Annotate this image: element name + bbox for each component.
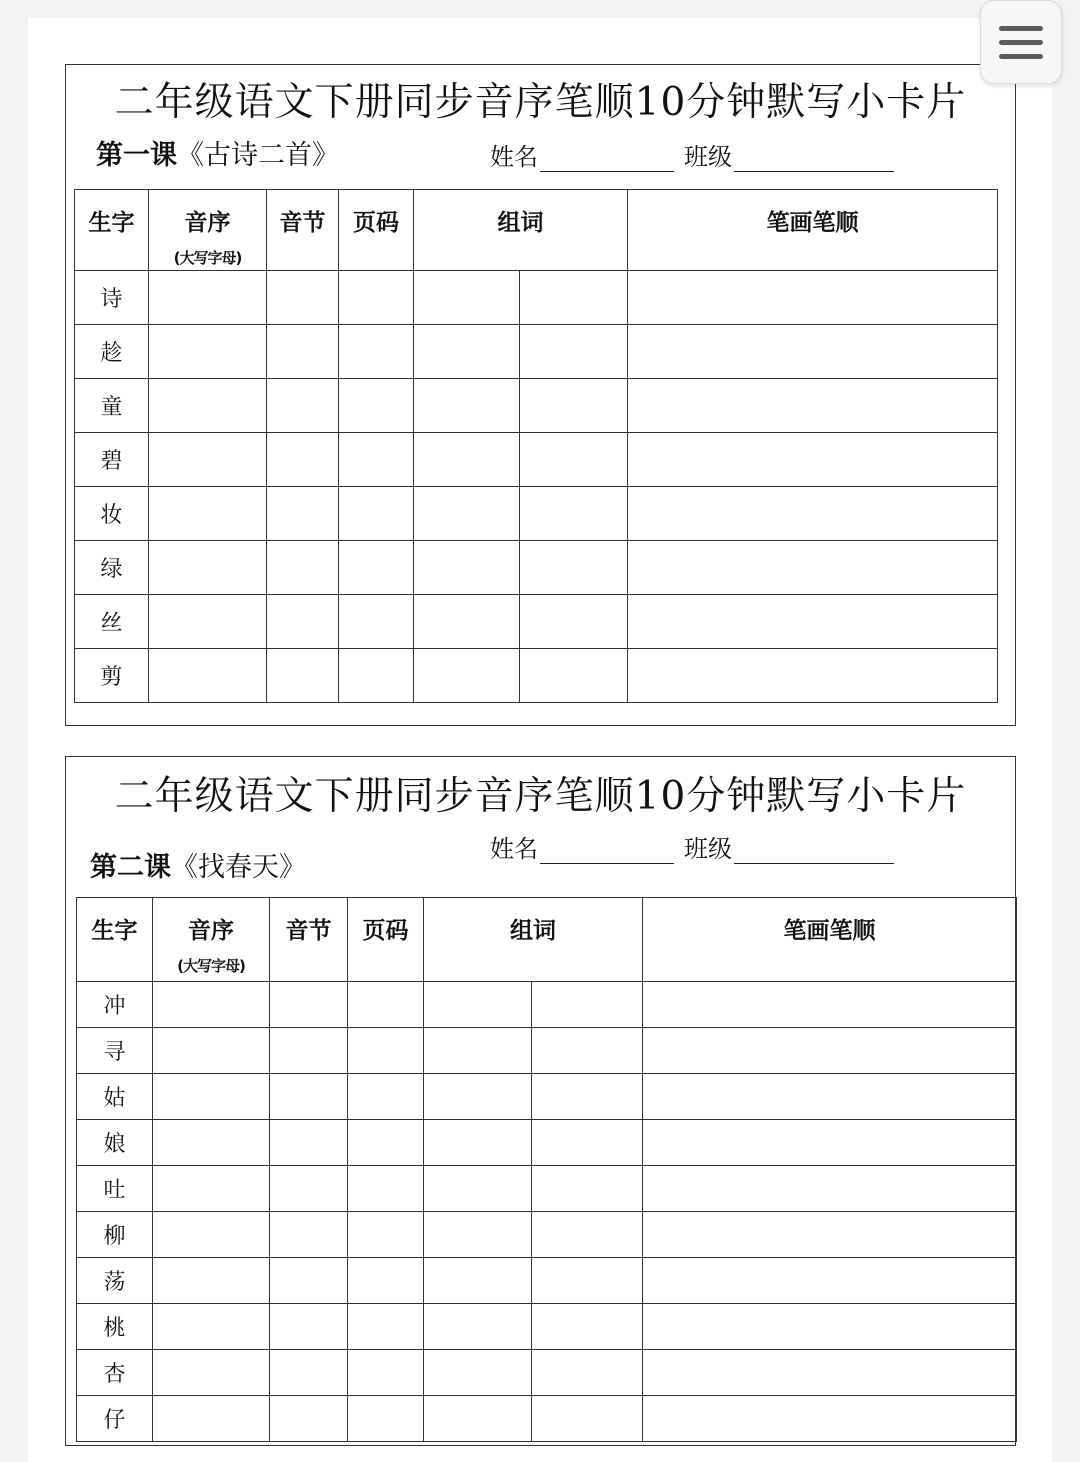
order-cell[interactable] xyxy=(149,487,267,541)
word-cell-2[interactable] xyxy=(532,1350,643,1396)
table-row xyxy=(75,271,998,325)
order-cell[interactable] xyxy=(149,379,267,433)
order-cell[interactable] xyxy=(153,1074,270,1120)
table-row xyxy=(77,1258,1017,1304)
strokes-cell[interactable] xyxy=(643,1120,1017,1166)
word-cell-1[interactable] xyxy=(424,1258,532,1304)
syllable-cell[interactable] xyxy=(270,1074,348,1120)
word-cell-1[interactable] xyxy=(424,1120,532,1166)
name-label: 姓名 xyxy=(490,835,538,863)
table-row xyxy=(75,649,998,703)
page-cell[interactable] xyxy=(348,1028,424,1074)
word-cell-2[interactable] xyxy=(532,1166,643,1212)
character-cell: 诗 xyxy=(75,271,149,325)
strokes-cell[interactable] xyxy=(643,1212,1017,1258)
word-cell-1[interactable] xyxy=(414,325,520,379)
syllable-cell[interactable] xyxy=(270,1028,348,1074)
table-row xyxy=(77,1304,1017,1350)
page-cell[interactable] xyxy=(348,1258,424,1304)
order-cell[interactable] xyxy=(153,982,270,1028)
header-syllable: 音节 xyxy=(267,190,339,271)
character-cell: 吐 xyxy=(77,1166,153,1212)
header-order-note: (大写字母) xyxy=(173,249,242,267)
syllable-cell[interactable] xyxy=(270,1304,348,1350)
lesson-name: 《古诗二首》 xyxy=(177,140,339,171)
strokes-cell[interactable] xyxy=(628,487,998,541)
dictation-card-1 xyxy=(65,64,1016,726)
order-cell[interactable] xyxy=(153,1028,270,1074)
table-row xyxy=(77,1350,1017,1396)
character-cell: 绿 xyxy=(75,541,149,595)
order-cell[interactable] xyxy=(149,541,267,595)
strokes-cell[interactable] xyxy=(643,1028,1017,1074)
class-blank[interactable] xyxy=(734,145,894,172)
order-cell[interactable] xyxy=(149,649,267,703)
page-cell[interactable] xyxy=(348,1074,424,1120)
word-cell-1[interactable] xyxy=(424,1350,532,1396)
word-cell-2[interactable] xyxy=(532,982,643,1028)
strokes-cell[interactable] xyxy=(643,1166,1017,1212)
dictation-card-2 xyxy=(65,756,1016,1446)
word-cell-2[interactable] xyxy=(520,649,628,703)
word-cell-1[interactable] xyxy=(414,487,520,541)
strokes-cell[interactable] xyxy=(628,433,998,487)
lesson-number: 第二课 xyxy=(90,852,171,883)
word-cell-1[interactable] xyxy=(424,1166,532,1212)
class-blank[interactable] xyxy=(734,837,894,864)
strokes-cell[interactable] xyxy=(628,541,998,595)
header-syllable: 音节 xyxy=(270,898,348,982)
character-table xyxy=(76,897,1017,1442)
syllable-cell[interactable] xyxy=(267,271,339,325)
order-cell[interactable] xyxy=(149,595,267,649)
table-row xyxy=(77,982,1017,1028)
word-cell-1[interactable] xyxy=(424,1304,532,1350)
name-label: 姓名 xyxy=(490,143,538,171)
character-cell: 碧 xyxy=(75,433,149,487)
word-cell-2[interactable] xyxy=(520,271,628,325)
word-cell-2[interactable] xyxy=(520,487,628,541)
syllable-cell[interactable] xyxy=(267,595,339,649)
page-cell[interactable] xyxy=(348,1350,424,1396)
name-blank[interactable] xyxy=(540,145,674,172)
name-blank[interactable] xyxy=(540,837,674,864)
menu-bar xyxy=(999,54,1043,59)
page-cell[interactable] xyxy=(348,1212,424,1258)
order-cell[interactable] xyxy=(153,1304,270,1350)
character-cell: 仔 xyxy=(77,1396,153,1442)
class-label: 班级 xyxy=(684,835,732,863)
page-cell[interactable] xyxy=(348,1304,424,1350)
word-cell-2[interactable] xyxy=(532,1212,643,1258)
order-cell[interactable] xyxy=(153,1258,270,1304)
character-cell: 丝 xyxy=(75,595,149,649)
page-cell[interactable] xyxy=(348,1120,424,1166)
table-row xyxy=(75,325,998,379)
table-row xyxy=(75,433,998,487)
character-cell: 姑 xyxy=(77,1074,153,1120)
page-cell[interactable] xyxy=(339,541,414,595)
header-order: 音序 (大写字母) xyxy=(153,898,270,982)
character-cell: 冲 xyxy=(77,982,153,1028)
page-cell[interactable] xyxy=(339,379,414,433)
syllable-cell[interactable] xyxy=(267,541,339,595)
table-row xyxy=(77,1120,1017,1166)
syllable-cell[interactable] xyxy=(270,1258,348,1304)
order-cell[interactable] xyxy=(149,325,267,379)
word-cell-2[interactable] xyxy=(532,1120,643,1166)
card-title: 二年级语文下册同步音序笔顺10分钟默写小卡片 xyxy=(114,80,967,125)
character-table xyxy=(74,189,998,703)
header-strokes: 笔画笔顺 xyxy=(628,190,998,271)
table-row xyxy=(77,1074,1017,1120)
word-cell-2[interactable] xyxy=(532,1304,643,1350)
strokes-cell[interactable] xyxy=(643,1258,1017,1304)
table-row xyxy=(75,487,998,541)
table-row xyxy=(77,1028,1017,1074)
table-row xyxy=(75,541,998,595)
strokes-cell[interactable] xyxy=(628,379,998,433)
word-cell-1[interactable] xyxy=(424,1212,532,1258)
page-cell[interactable] xyxy=(339,433,414,487)
syllable-cell[interactable] xyxy=(267,433,339,487)
menu-bar xyxy=(999,26,1043,31)
word-cell-2[interactable] xyxy=(532,1258,643,1304)
header-order: 音序 (大写字母) xyxy=(149,190,267,271)
character-cell: 荡 xyxy=(77,1258,153,1304)
strokes-cell[interactable] xyxy=(643,1350,1017,1396)
character-cell: 趁 xyxy=(75,325,149,379)
word-cell-2[interactable] xyxy=(520,541,628,595)
strokes-cell[interactable] xyxy=(643,982,1017,1028)
lesson-name: 《找春天》 xyxy=(171,852,306,883)
table-row xyxy=(77,1396,1017,1442)
word-cell-1[interactable] xyxy=(424,1396,532,1442)
page-cell[interactable] xyxy=(339,271,414,325)
word-cell-2[interactable] xyxy=(532,1396,643,1442)
strokes-cell[interactable] xyxy=(628,649,998,703)
word-cell-1[interactable] xyxy=(414,541,520,595)
order-cell[interactable] xyxy=(153,1396,270,1442)
strokes-cell[interactable] xyxy=(643,1396,1017,1442)
lesson-heading xyxy=(96,133,339,172)
word-cell-2[interactable] xyxy=(520,379,628,433)
header-page: 页码 xyxy=(339,190,414,271)
syllable-cell[interactable] xyxy=(267,325,339,379)
header-char: 生字 xyxy=(75,190,149,271)
header-page: 页码 xyxy=(348,898,424,982)
strokes-cell[interactable] xyxy=(628,595,998,649)
character-cell: 寻 xyxy=(77,1028,153,1074)
word-cell-2[interactable] xyxy=(532,1074,643,1120)
word-cell-2[interactable] xyxy=(520,325,628,379)
lesson-number: 第一课 xyxy=(96,140,177,171)
character-cell: 童 xyxy=(75,379,149,433)
page-cell[interactable] xyxy=(339,649,414,703)
page-cell[interactable] xyxy=(339,325,414,379)
order-cell[interactable] xyxy=(149,271,267,325)
page-cell[interactable] xyxy=(348,1166,424,1212)
header-row xyxy=(75,190,998,271)
word-cell-1[interactable] xyxy=(414,433,520,487)
header-order-note: (大写字母) xyxy=(177,957,245,975)
page-cell[interactable] xyxy=(348,1396,424,1442)
word-cell-1[interactable] xyxy=(414,595,520,649)
character-cell: 娘 xyxy=(77,1120,153,1166)
header-words: 组词 xyxy=(414,190,628,271)
order-cell[interactable] xyxy=(153,1212,270,1258)
word-cell-1[interactable] xyxy=(424,1028,532,1074)
word-cell-1[interactable] xyxy=(424,982,532,1028)
word-cell-1[interactable] xyxy=(414,649,520,703)
class-label: 班级 xyxy=(684,143,732,171)
syllable-cell[interactable] xyxy=(267,379,339,433)
card-title: 二年级语文下册同步音序笔顺10分钟默写小卡片 xyxy=(114,774,967,819)
syllable-cell[interactable] xyxy=(270,1396,348,1442)
word-cell-2[interactable] xyxy=(520,595,628,649)
syllable-cell[interactable] xyxy=(267,649,339,703)
character-cell: 柳 xyxy=(77,1212,153,1258)
order-cell[interactable] xyxy=(153,1120,270,1166)
strokes-cell[interactable] xyxy=(643,1074,1017,1120)
lesson-heading xyxy=(90,845,306,884)
table-row xyxy=(77,1166,1017,1212)
table-row xyxy=(77,1212,1017,1258)
order-cell[interactable] xyxy=(153,1350,270,1396)
table-row xyxy=(75,379,998,433)
header-row xyxy=(77,898,1017,982)
menu-bar xyxy=(999,40,1043,45)
header-words: 组词 xyxy=(424,898,643,982)
page-cell[interactable] xyxy=(339,595,414,649)
syllable-cell[interactable] xyxy=(270,982,348,1028)
table-row xyxy=(75,595,998,649)
page-cell[interactable] xyxy=(339,487,414,541)
hamburger-menu-icon[interactable] xyxy=(980,0,1062,84)
name-field[interactable] xyxy=(490,137,674,172)
word-cell-1[interactable] xyxy=(424,1074,532,1120)
syllable-cell[interactable] xyxy=(270,1166,348,1212)
name-field[interactable] xyxy=(490,829,674,864)
syllable-cell[interactable] xyxy=(270,1120,348,1166)
header-strokes: 笔画笔顺 xyxy=(643,898,1017,982)
strokes-cell[interactable] xyxy=(628,271,998,325)
order-cell[interactable] xyxy=(149,433,267,487)
page-cell[interactable] xyxy=(348,982,424,1028)
word-cell-1[interactable] xyxy=(414,271,520,325)
word-cell-2[interactable] xyxy=(532,1028,643,1074)
header-char: 生字 xyxy=(77,898,153,982)
syllable-cell[interactable] xyxy=(270,1212,348,1258)
word-cell-1[interactable] xyxy=(414,379,520,433)
character-cell: 剪 xyxy=(75,649,149,703)
strokes-cell[interactable] xyxy=(628,325,998,379)
character-cell: 妆 xyxy=(75,487,149,541)
character-cell: 桃 xyxy=(77,1304,153,1350)
strokes-cell[interactable] xyxy=(643,1304,1017,1350)
syllable-cell[interactable] xyxy=(270,1350,348,1396)
syllable-cell[interactable] xyxy=(267,487,339,541)
word-cell-2[interactable] xyxy=(520,433,628,487)
class-field[interactable] xyxy=(684,829,894,864)
order-cell[interactable] xyxy=(153,1166,270,1212)
class-field[interactable] xyxy=(684,137,894,172)
character-cell: 杏 xyxy=(77,1350,153,1396)
